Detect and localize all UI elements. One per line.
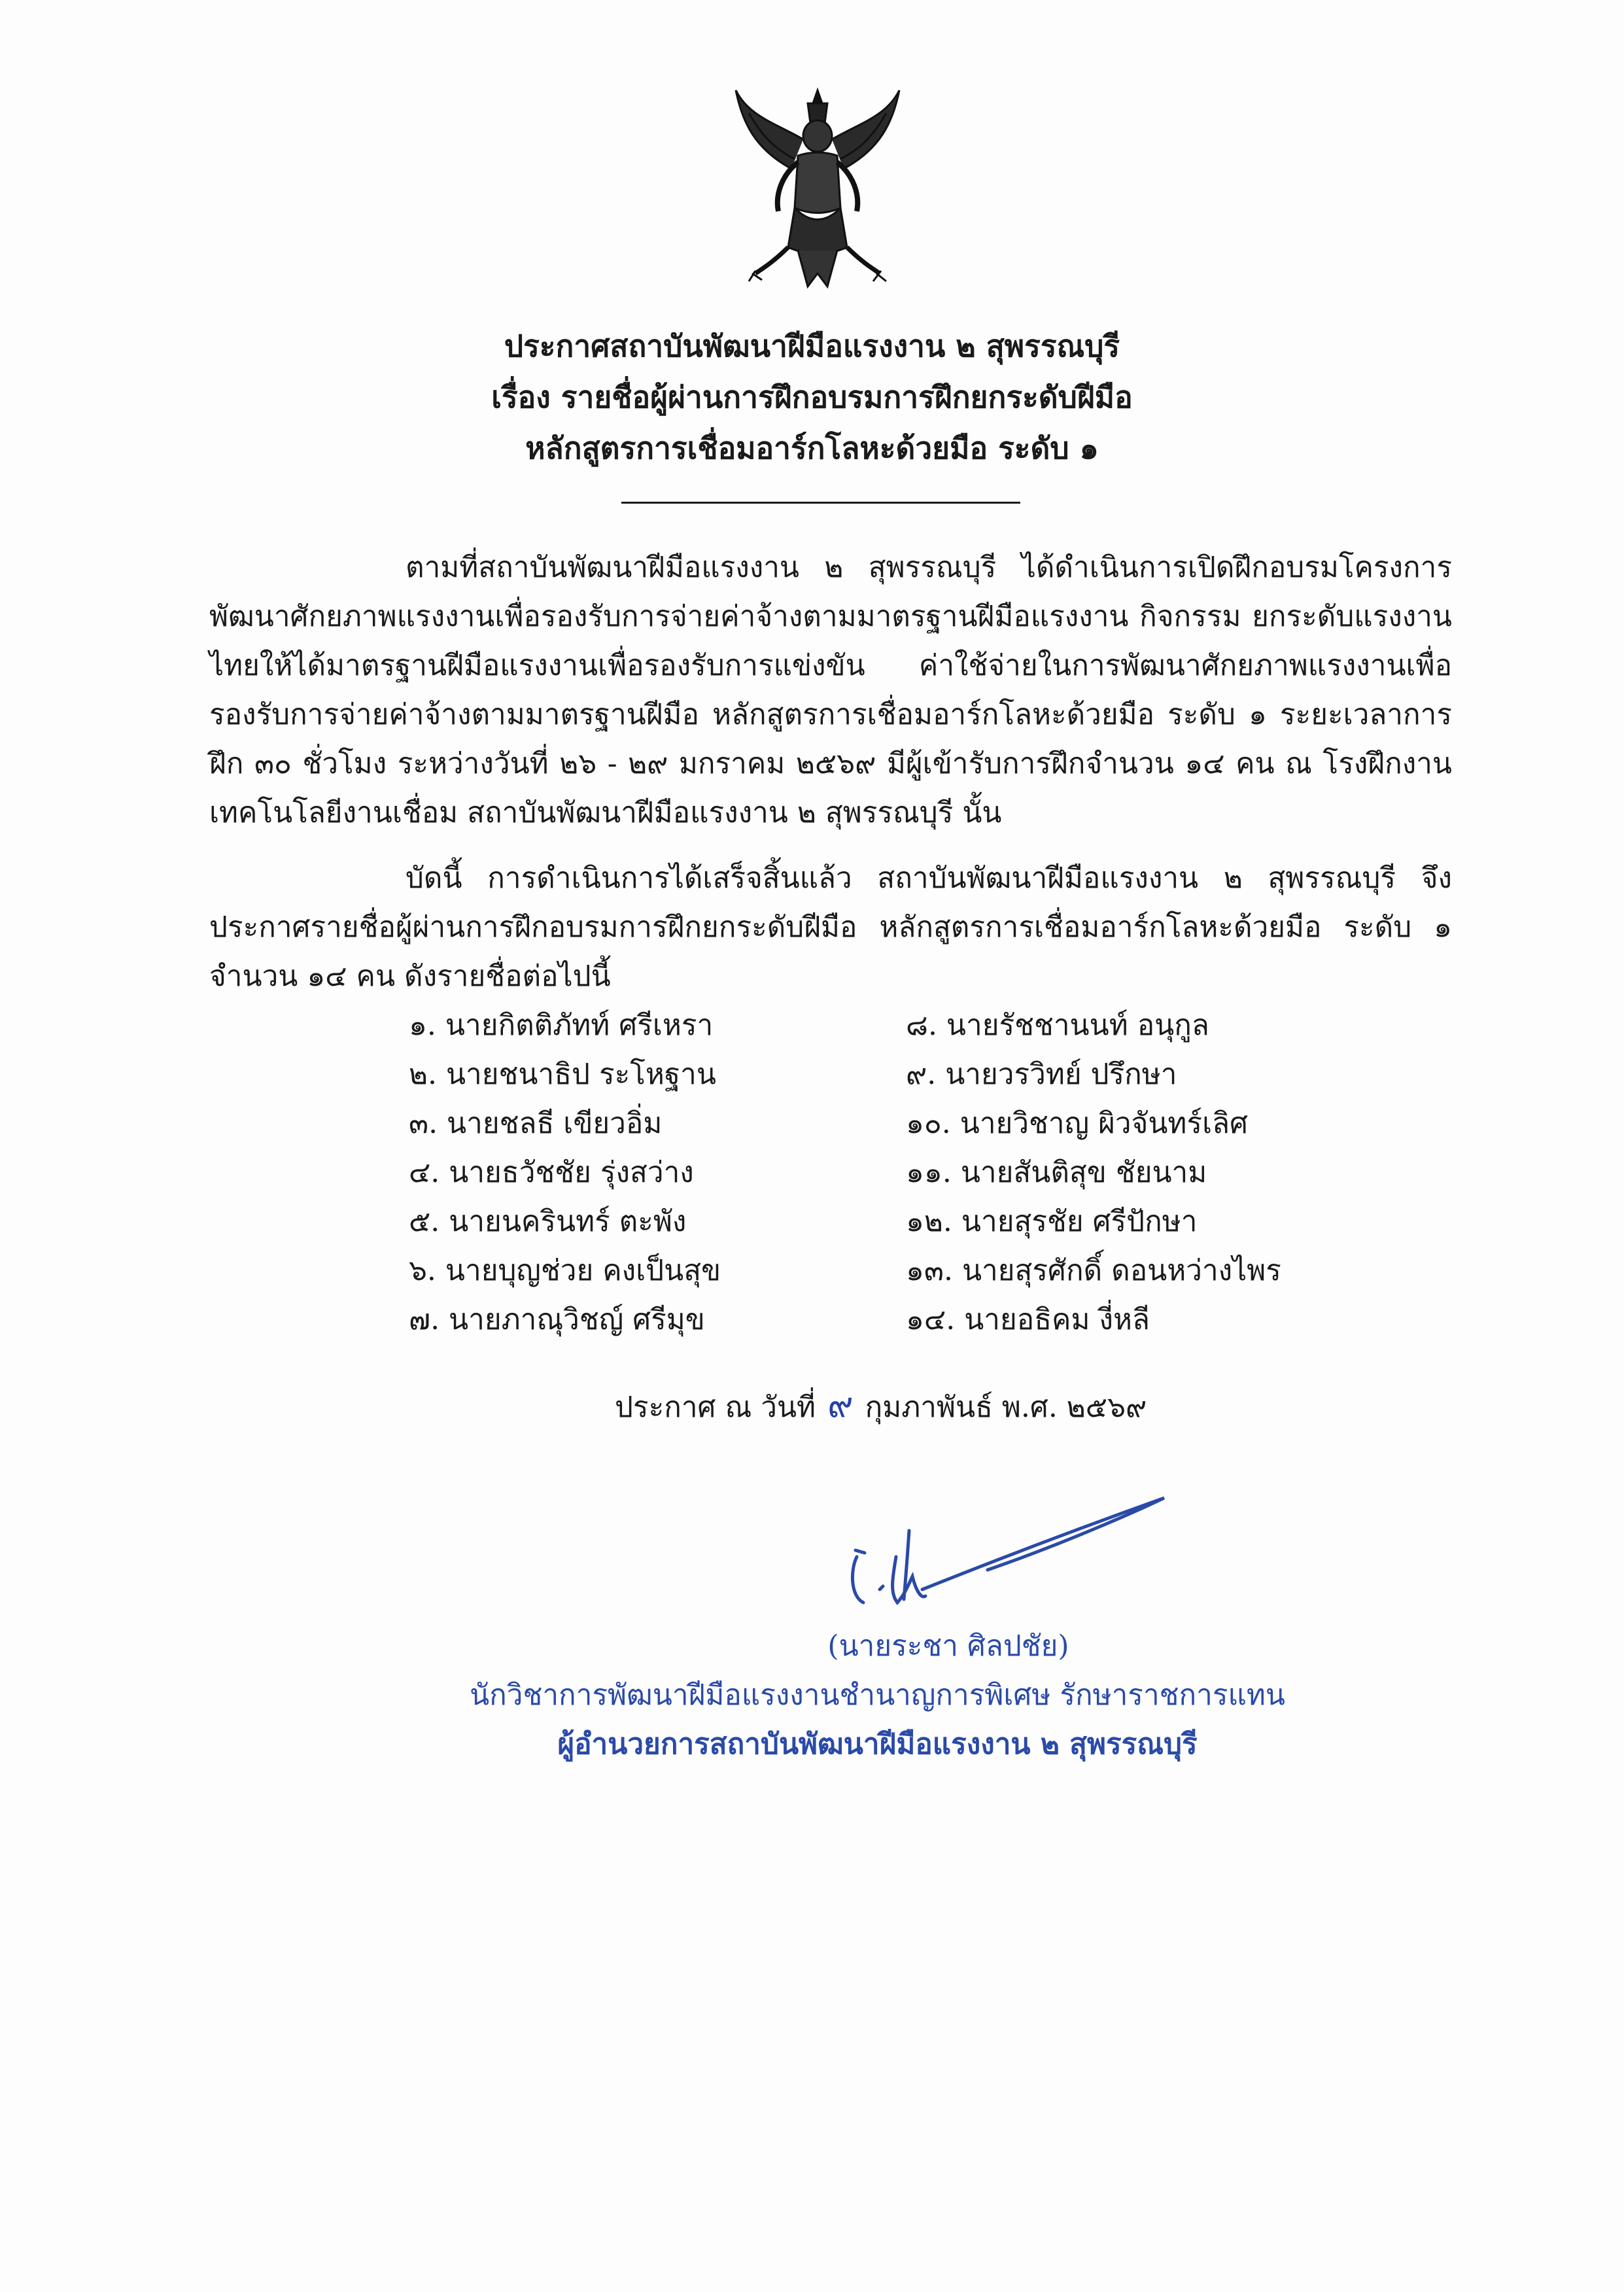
- list-item: ๔. นายธวัชชัย รุ่งสว่าง: [409, 1156, 694, 1189]
- names-column-left: [409, 1001, 867, 1344]
- handwritten-signature: [824, 1485, 1177, 1616]
- date-day: ๙: [827, 1384, 854, 1425]
- title-divider: [621, 502, 1020, 504]
- list-item: ๑๓. นายสุรศักดิ์ ดอนหว่างไพร: [906, 1254, 1281, 1287]
- list-item: ๖. นายบุญช่วย คงเป็นสุข: [409, 1254, 721, 1287]
- title-line-3: หลักสูตรการเชื่อมอาร์กโลหะด้วยมือ ระดับ ๑: [525, 430, 1099, 466]
- title-line-1: ประกาศสถาบันพัฒนาฝีมือแรงงาน ๒ สุพรรณบุรี: [504, 328, 1120, 364]
- paragraph-1-text: ตามที่สถาบันพัฒนาฝีมือแรงงาน ๒ สุพรรณบุรี ได้ดำเนินการเปิดฝึกอบรมโครงการพัฒนาศักยภาพแรงงานเพื่อรองรับการจ่ายค่าจ้างตามมาตรฐานฝีมือแรงงาน กิจกรรม ยกระดับแรงงานไทยให้ได้มาตรฐานฝีมือแรงงานเพื่อรองรับการแข่งขัน ค่าใช้จ่ายในการพัฒนาศักยภาพแรงงานเพื่อรองรับการจ่ายค่าจ้างตามมาตรฐานฝีมือ หลักสูตรการเชื่อมอาร์กโลหะด้วยมือ ระดับ ๑ ระยะเวลาการฝึก ๓๐ ชั่วโมง ระหว่างวันที่ ๒๖ - ๒๙ มกราคม ๒๕๖๙ มีผู้เข้ารับการฝึกจำนวน ๑๔ คน ณ โรงฝึกงานเทคโนโลยีงานเชื่อม สถาบันพัฒนาฝีมือแรงงาน ๒ สุพรรณบุรี นั้น: [209, 551, 1452, 829]
- list-item: ๓. นายชลธี เขียวอิ่ม: [409, 1107, 663, 1140]
- list-item: ๘. นายรัชชานนท์ อนุกูล: [906, 1009, 1209, 1042]
- list-item: ๑๔. นายอธิคม งี่หลี: [906, 1303, 1150, 1336]
- signer-position-line-2: ผู้อำนวยการสถาบันพัฒนาฝีมือแรงงาน ๒ สุพรรณบุรี: [557, 1728, 1198, 1761]
- date-month-year: กุมภาพันธ์ พ.ศ. ๒๕๖๙: [865, 1391, 1147, 1424]
- signer-position-line-1: นักวิชาการพัฒนาฝีมือแรงงานชำนาญการพิเศษ รักษาราชการแทน: [470, 1678, 1285, 1712]
- list-item: ๒. นายชนาธิป ระโหฐาน: [409, 1058, 716, 1091]
- title-line-2: เรื่อง รายชื่อผู้ผ่านการฝึกอบรมการฝึกยกระดับฝีมือ: [491, 379, 1133, 415]
- date-prefix: ประกาศ ณ วันที่: [615, 1391, 816, 1424]
- list-item: ๑๐. นายวิชาญ ผิวจันทร์เลิศ: [906, 1107, 1248, 1140]
- list-item: ๗. นายภาณุวิชญ์ ศรีมุข: [409, 1303, 705, 1336]
- signer-name: (นายระชา ศิลปชัย): [827, 1629, 1069, 1663]
- paragraph-2-text: บัดนี้ การดำเนินการได้เสร็จสิ้นแล้ว สถาบันพัฒนาฝีมือแรงงาน ๒ สุพรรณบุรี จึงประกาศรายชื่อผู้ผ่านการฝึกอบรมการฝึกยกระดับฝีมือ หลักสูตรการเชื่อมอาร์กโลหะด้วยมือ ระดับ ๑ จำนวน ๑๔ คน ดังรายชื่อต่อไปนี้: [209, 861, 1452, 993]
- list-item: ๑. นายกิตติภัทท์ ศรีเหรา: [409, 1009, 714, 1042]
- garuda-emblem-icon: [729, 77, 906, 300]
- list-item: ๕. นายนครินทร์ ตะพัง: [409, 1205, 687, 1238]
- list-item: ๑๑. นายสันติสุข ชัยนาม: [906, 1156, 1207, 1189]
- list-item: ๑๒. นายสุรชัย ศรีปักษา: [906, 1205, 1198, 1238]
- document-title: [0, 321, 1624, 474]
- body-paragraph-1: [209, 543, 1452, 837]
- list-item: ๙. นายวรวิทย์ ปรึกษา: [906, 1058, 1177, 1091]
- body-paragraph-2: [209, 854, 1452, 1001]
- names-column-right: [906, 1001, 1429, 1344]
- announcement-date: [615, 1380, 1147, 1432]
